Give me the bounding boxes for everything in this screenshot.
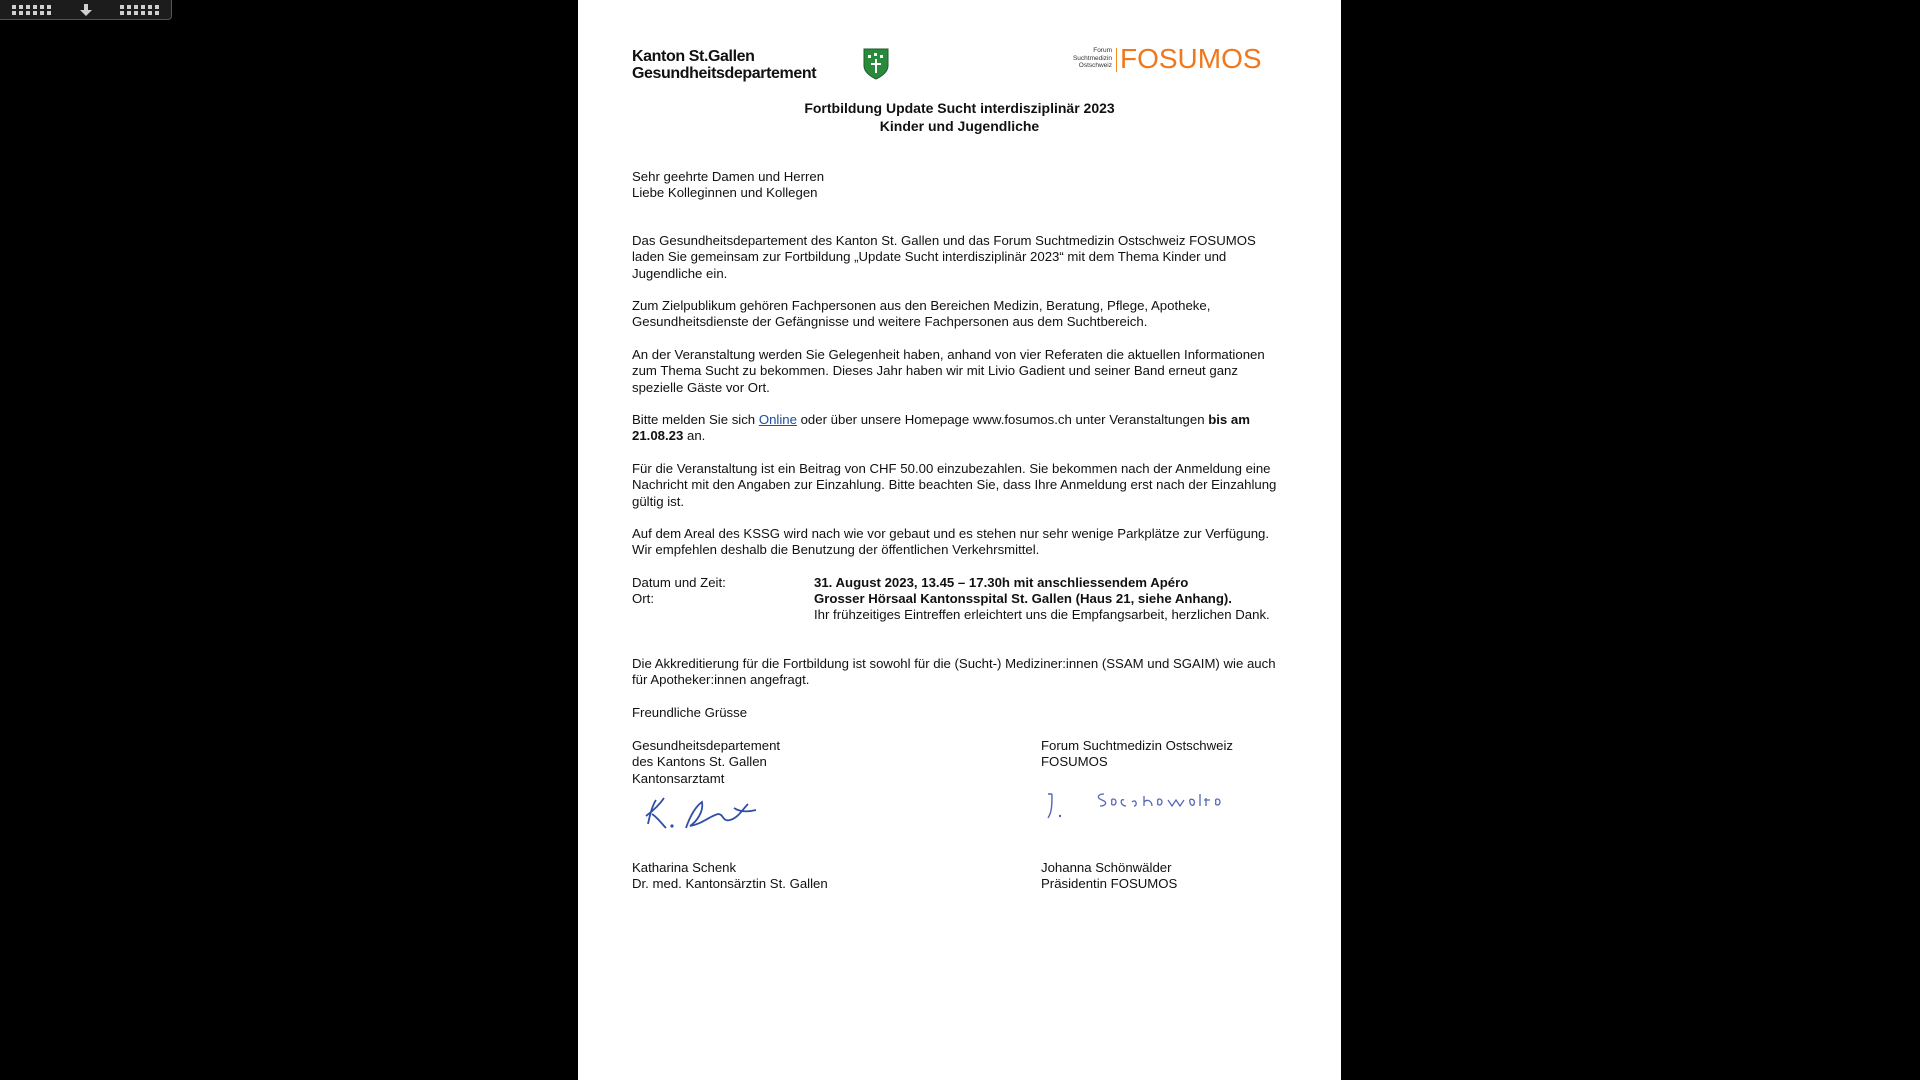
fosumos-tagline: Forum Suchtmedizin Ostschweiz [1072, 47, 1112, 69]
paragraph-registration: Bitte melden Sie sich Online oder über unsere Homepage www.fosumos.ch unter Veranstaltungen bis am 21.08.23 an. [632, 412, 1250, 444]
place-label: Ort: [632, 591, 654, 606]
paragraph-program: An der Veranstaltung werden Sie Gelegenheit haben, anhand von vier Referaten die aktuellen Informationen zum Thema Sucht zu bekommen. Dieses Jahr haben wir mit Livio Gadient und seiner Band erneut ganz spezielle Gäste vor Ort. [632, 347, 1265, 395]
signatory-right-role: Präsidentin FOSUMOS [1041, 876, 1178, 892]
document-page [578, 0, 1341, 1080]
paragraph-audience: Zum Zielpublikum gehören Fachpersonen aus den Bereichen Medizin, Beratung, Pflege, Apotheke, Gesundheitsdienste der Gefängnisse und weitere Fachpersonen aus dem Suchtbereich. [632, 298, 1211, 330]
signatory-left [632, 860, 828, 893]
registration-deadline: bis am 21.08.23 [632, 412, 1250, 444]
coat-of-arms-icon [863, 48, 889, 80]
paragraph-parking: Auf dem Areal des KSSG wird nach wie vor gebaut und es stehen nur sehr wenige Parkplätze zur Verfügung. Wir empfehlen deshalb die Benutzung der öffentlichen Verkehrsmittel. [632, 526, 1270, 558]
date-value: 31. August 2023, 13.45 – 17.30h mit anschliessendem Apéro [814, 575, 1189, 590]
place-value: Grosser Hörsaal Kantonsspital St. Gallen (Haus 21, siehe Anhang). [814, 591, 1232, 606]
fosumos-logo [1062, 43, 1276, 76]
paragraph-invitation: Das Gesundheitsdepartement des Kanton St. Gallen und das Forum Suchtmedizin Ostschweiz FOSUMOS laden Sie gemeinsam zur Fortbildung „Update Sucht interdisziplinär 2023“ mit dem Thema Kinder und Jugendliche ein. [632, 233, 1256, 281]
grip-handle-right[interactable] [120, 5, 159, 15]
document-subtitle: Kinder und Jugendliche [879, 118, 1040, 134]
viewer-toolbar [0, 0, 172, 20]
fosumos-wordmark: FOSUMOS [1120, 43, 1262, 74]
document-title: Fortbildung Update Sucht interdisziplinär 2023 [804, 100, 1115, 116]
paragraph-accreditation: Die Akkreditierung für die Fortbildung ist sowohl für die (Sucht-) Mediziner:innen (SSAM und SGAIM) wie auch für Apotheker:innen angefragt. [632, 656, 1276, 688]
signature-right [1040, 784, 1250, 824]
signatory-left-org: Gesundheitsdepartement des Kantons St. Gallen Kantonsarztamt [632, 738, 781, 786]
department-name: Gesundheitsdepartement [632, 65, 817, 82]
download-arrow-icon[interactable] [77, 2, 95, 18]
signatory-left-role: Dr. med. Kantonsärztin St. Gallen [632, 876, 828, 892]
online-registration-link[interactable]: Online [758, 412, 797, 427]
date-label: Datum und Zeit: [632, 575, 726, 590]
arrival-note: Ihr frühzeitiges Eintreffen erleichtert uns die Empfangsarbeit, herzlichen Dank. [814, 607, 1270, 622]
salutation-2: Liebe Kolleginnen und Kollegen [632, 185, 818, 200]
signatory-left-name: Katharina Schenk [632, 860, 737, 875]
signatory-right-org: Forum Suchtmedizin Ostschweiz FOSUMOS [1041, 738, 1234, 770]
closing-greeting: Freundliche Grüsse [632, 705, 748, 720]
grip-handle-left[interactable] [12, 5, 51, 15]
kanton-name: Kanton St.Gallen [632, 48, 755, 65]
signature-left [638, 790, 768, 840]
signatory-right-name: Johanna Schönwälder [1041, 860, 1172, 875]
kanton-logo [632, 48, 892, 82]
logo-divider [1116, 48, 1117, 72]
paragraph-fee: Für die Veranstaltung ist ein Beitrag von CHF 50.00 einzubezahlen. Sie bekommen nach der Anmeldung eine Nachricht mit den Angaben zur Einzahlung. Bitte beachten Sie, dass Ihre Anmeldung erst nach der Einzahlung gültig ist. [632, 461, 1277, 509]
signatory-right [1041, 860, 1177, 893]
salutation-1: Sehr geehrte Damen und Herren [632, 169, 825, 184]
